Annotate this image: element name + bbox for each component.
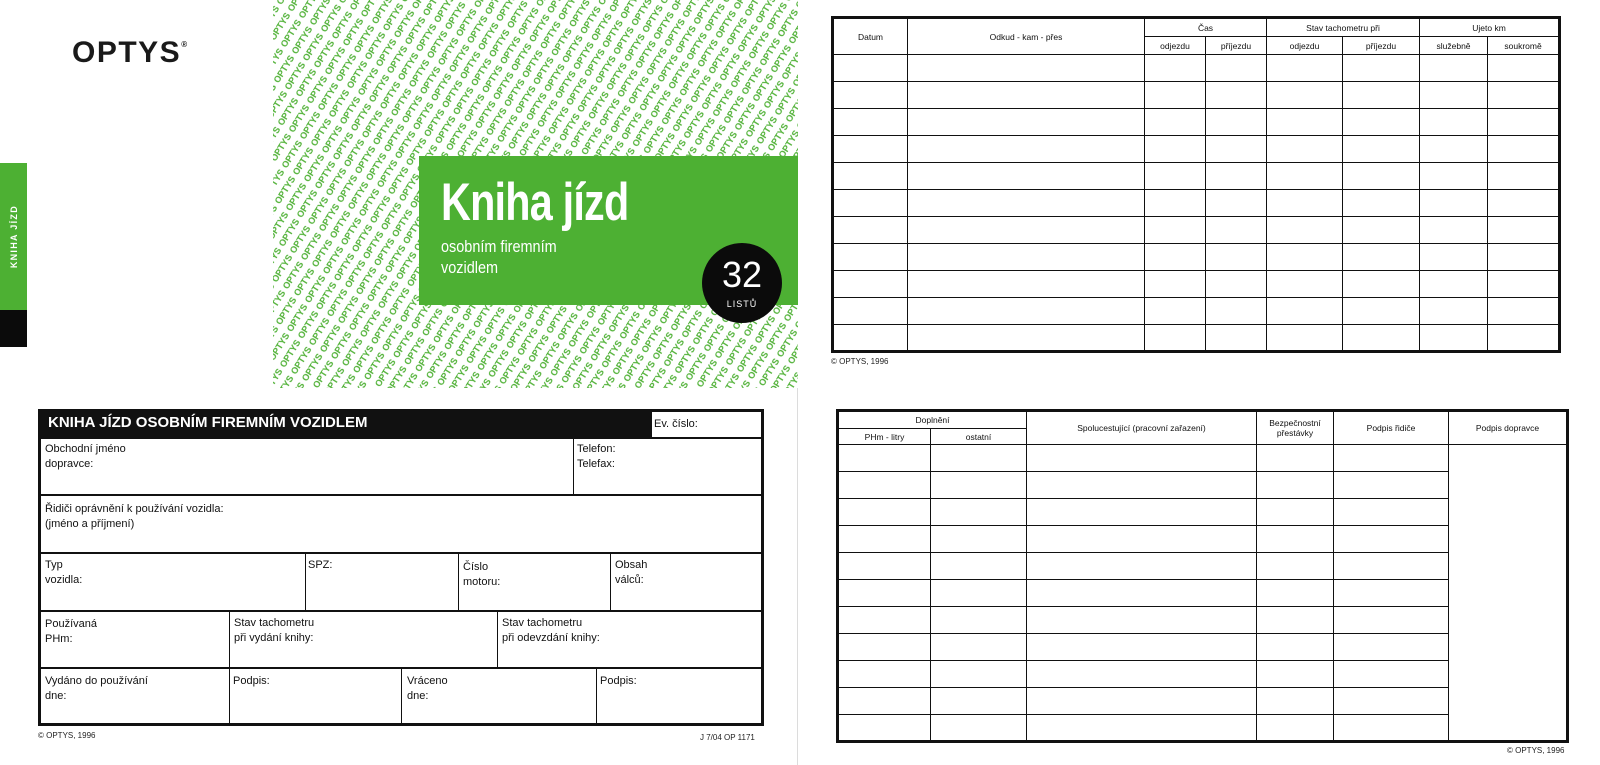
issue-signature-field[interactable]: Podpis: — [233, 675, 270, 687]
return-signature-field[interactable]: Podpis: — [600, 675, 637, 687]
table-cell[interactable] — [833, 55, 908, 82]
table-cell[interactable] — [1145, 109, 1206, 136]
sheet-count-badge — [702, 243, 782, 323]
table-cell[interactable] — [838, 472, 931, 499]
table-row — [833, 190, 1560, 217]
table-cell[interactable] — [931, 526, 1027, 553]
table-cell[interactable] — [1488, 244, 1560, 271]
table-cell[interactable] — [838, 634, 931, 661]
table-cell[interactable] — [1420, 55, 1488, 82]
table-cell[interactable] — [1257, 526, 1334, 553]
form-code: J 7/04 OP 1171 — [700, 733, 755, 742]
col-copassengers: Spolucestující (pracovní zařazení) — [1027, 411, 1257, 445]
table-row — [833, 55, 1560, 82]
phone-fax-field[interactable]: Telefon: Telefax: — [577, 443, 616, 470]
table-row — [833, 136, 1560, 163]
col-odo-departure: odjezdu — [1267, 37, 1343, 55]
cylinder-volume-field[interactable]: Obsah válců: — [615, 559, 648, 586]
table-cell[interactable] — [931, 634, 1027, 661]
table-cell[interactable] — [908, 190, 1145, 217]
table-cell[interactable] — [1027, 445, 1257, 472]
form-rule — [573, 438, 574, 495]
table-row — [838, 445, 1568, 472]
table-cell[interactable] — [908, 271, 1145, 298]
table-cell[interactable] — [1334, 607, 1449, 634]
table-cell[interactable] — [1257, 607, 1334, 634]
table-cell[interactable] — [1334, 472, 1449, 499]
table-cell[interactable] — [838, 580, 931, 607]
form-rule — [38, 494, 764, 496]
table-cell[interactable] — [1343, 136, 1420, 163]
table-cell[interactable] — [1027, 715, 1257, 742]
spine-dark-block — [0, 310, 27, 347]
table-cell[interactable] — [1334, 688, 1449, 715]
table-cell[interactable] — [1145, 271, 1206, 298]
col-safety-breaks: Bezpečnostní přestávky — [1257, 411, 1334, 445]
col-odo-arrival: příjezdu — [1343, 37, 1420, 55]
trip-log-copyright: © OPTYS, 1996 — [831, 357, 889, 366]
table-cell[interactable] — [1267, 325, 1343, 352]
table-cell[interactable] — [1420, 217, 1488, 244]
returned-date-field[interactable]: Vráceno dne: — [407, 675, 448, 702]
table-cell[interactable] — [1334, 553, 1449, 580]
table-cell[interactable] — [1334, 445, 1449, 472]
table-cell[interactable] — [1420, 136, 1488, 163]
table-cell[interactable] — [1206, 82, 1267, 109]
table-cell[interactable] — [1206, 271, 1267, 298]
table-cell[interactable] — [931, 553, 1027, 580]
table-cell[interactable] — [838, 526, 931, 553]
form-rule — [401, 668, 402, 725]
vehicle-type-field[interactable]: Typ vozidla: — [45, 559, 83, 586]
table-cell[interactable] — [1334, 661, 1449, 688]
table-cell[interactable] — [931, 445, 1027, 472]
table-row — [833, 217, 1560, 244]
table-cell[interactable] — [931, 499, 1027, 526]
form-rule — [229, 611, 230, 668]
table-cell[interactable] — [1420, 298, 1488, 325]
form-rule — [596, 668, 597, 725]
issued-date-field[interactable]: Vydáno do používání dne: — [45, 675, 148, 702]
table-cell[interactable] — [1420, 82, 1488, 109]
fuel-log-copyright: © OPTYS, 1996 — [1507, 746, 1565, 755]
table-cell[interactable] — [1206, 136, 1267, 163]
table-cell[interactable] — [1488, 325, 1560, 352]
table-cell[interactable] — [1257, 580, 1334, 607]
table-cell[interactable] — [1420, 244, 1488, 271]
table-cell[interactable] — [1343, 271, 1420, 298]
table-cell[interactable] — [1145, 244, 1206, 271]
form-rule — [610, 553, 611, 611]
table-cell[interactable] — [1257, 661, 1334, 688]
cover-subtitle: osobním firemním vozidlem — [441, 237, 557, 277]
table-cell[interactable] — [931, 715, 1027, 742]
table-cell[interactable] — [1343, 109, 1420, 136]
form-title: KNIHA JÍZD OSOBNÍM FIREMNÍM VOZIDLEM — [48, 414, 368, 431]
table-cell[interactable] — [1145, 55, 1206, 82]
col-route: Odkud - kam - přes — [908, 18, 1145, 55]
col-time: Čas — [1145, 18, 1267, 37]
table-cell[interactable] — [838, 445, 931, 472]
table-cell[interactable] — [1206, 109, 1267, 136]
table-cell[interactable] — [833, 109, 908, 136]
table-cell[interactable] — [838, 688, 931, 715]
table-cell[interactable] — [838, 607, 931, 634]
ev-number-label: Ev. číslo: — [654, 418, 698, 430]
table-cell[interactable] — [1420, 163, 1488, 190]
table-cell[interactable] — [931, 580, 1027, 607]
table-cell[interactable] — [1267, 298, 1343, 325]
table-cell[interactable] — [833, 271, 908, 298]
table-cell[interactable] — [931, 688, 1027, 715]
table-cell[interactable] — [1334, 715, 1449, 742]
table-cell[interactable] — [1488, 217, 1560, 244]
col-fuel-liters: PHm - litry — [838, 429, 931, 445]
col-dist-business: služebně — [1420, 37, 1488, 55]
sheet-count: 32 — [721, 254, 763, 295]
page-divider — [797, 388, 798, 765]
table-row — [833, 244, 1560, 271]
table-cell[interactable] — [908, 82, 1145, 109]
table-cell[interactable] — [1343, 298, 1420, 325]
table-cell[interactable] — [833, 244, 908, 271]
fuel-log-body — [838, 445, 1568, 742]
table-cell[interactable] — [1027, 553, 1257, 580]
col-time-departure: odjezdu — [1145, 37, 1206, 55]
table-cell[interactable] — [1343, 325, 1420, 352]
table-cell[interactable] — [1343, 163, 1420, 190]
table-cell[interactable] — [1145, 136, 1206, 163]
table-cell[interactable] — [1206, 325, 1267, 352]
table-cell[interactable] — [1267, 55, 1343, 82]
table-cell[interactable] — [1206, 163, 1267, 190]
table-cell[interactable] — [1334, 580, 1449, 607]
table-cell[interactable] — [1206, 298, 1267, 325]
table-cell[interactable] — [1267, 190, 1343, 217]
form-rule — [38, 437, 764, 439]
table-cell[interactable] — [1334, 499, 1449, 526]
table-cell[interactable] — [838, 499, 931, 526]
table-cell[interactable] — [833, 325, 908, 352]
table-cell[interactable] — [1206, 190, 1267, 217]
engine-number-field[interactable]: Číslo motoru: — [463, 561, 501, 588]
table-cell[interactable] — [1488, 82, 1560, 109]
table-cell[interactable] — [1257, 553, 1334, 580]
table-cell[interactable] — [1267, 271, 1343, 298]
odometer-issue-field[interactable]: Stav tachometru při vydání knihy: — [234, 617, 315, 644]
table-cell[interactable] — [1267, 136, 1343, 163]
table-cell[interactable] — [1027, 661, 1257, 688]
cover-title: Kniha jízd — [441, 173, 629, 232]
table-cell[interactable] — [1145, 190, 1206, 217]
table-cell[interactable] — [1206, 244, 1267, 271]
fuel-passenger-table — [836, 409, 1569, 743]
table-cell[interactable] — [1488, 109, 1560, 136]
table-cell[interactable] — [1488, 163, 1560, 190]
col-distance: Ujeto km — [1420, 18, 1560, 37]
table-cell[interactable] — [1267, 82, 1343, 109]
table-row — [833, 109, 1560, 136]
table-cell[interactable] — [1420, 109, 1488, 136]
spine-label: KNIHA JÍZD — [8, 204, 19, 269]
table-cell[interactable] — [1145, 163, 1206, 190]
col-carrier-signature: Podpis dopravce — [1449, 411, 1568, 445]
optys-logo: OPTYS® — [72, 36, 188, 69]
col-driver-signature: Podpis řidiče — [1334, 411, 1449, 445]
table-cell[interactable] — [1343, 217, 1420, 244]
form-rule — [497, 611, 498, 668]
table-cell[interactable] — [1027, 580, 1257, 607]
table-cell[interactable] — [1267, 217, 1343, 244]
col-odometer: Stav tachometru při — [1267, 18, 1420, 37]
table-cell[interactable] — [931, 472, 1027, 499]
plate-field[interactable]: SPZ: — [308, 559, 333, 571]
table-cell[interactable] — [931, 607, 1027, 634]
table-cell[interactable] — [1145, 325, 1206, 352]
table-cell[interactable] — [1027, 634, 1257, 661]
table-cell[interactable] — [908, 55, 1145, 82]
table-cell[interactable] — [1488, 298, 1560, 325]
table-cell[interactable] — [1267, 244, 1343, 271]
table-row — [833, 298, 1560, 325]
table-cell[interactable] — [1027, 472, 1257, 499]
col-dist-private: soukromě — [1488, 37, 1560, 55]
table-cell[interactable] — [838, 715, 931, 742]
table-cell[interactable] — [1145, 217, 1206, 244]
table-cell[interactable] — [1027, 526, 1257, 553]
table-cell[interactable] — [838, 553, 931, 580]
table-cell[interactable] — [1027, 688, 1257, 715]
table-cell[interactable] — [1420, 190, 1488, 217]
table-cell[interactable] — [833, 136, 908, 163]
table-cell[interactable] — [1343, 55, 1420, 82]
trip-log-body — [833, 55, 1560, 352]
trip-log-table — [831, 16, 1561, 353]
table-cell[interactable] — [1027, 499, 1257, 526]
form-copyright: © OPTYS, 1996 — [38, 731, 96, 740]
table-cell[interactable] — [1257, 445, 1334, 472]
table-cell[interactable] — [1257, 499, 1334, 526]
table-cell[interactable] — [1334, 634, 1449, 661]
table-cell[interactable] — [833, 217, 908, 244]
sheet-count-label: LISTŮ — [726, 299, 758, 309]
table-cell[interactable] — [908, 325, 1145, 352]
company-name-field[interactable]: Obchodní jméno dopravce: — [45, 443, 126, 470]
fuel-type-field[interactable]: Používaná PHm: — [45, 618, 97, 645]
col-date: Datum — [833, 18, 908, 55]
table-cell[interactable] — [1334, 526, 1449, 553]
table-cell[interactable] — [1267, 163, 1343, 190]
table-cell[interactable] — [1027, 607, 1257, 634]
table-cell[interactable] — [1145, 82, 1206, 109]
table-cell[interactable] — [1257, 688, 1334, 715]
table-cell[interactable] — [931, 661, 1027, 688]
table-cell[interactable] — [1267, 109, 1343, 136]
table-cell[interactable] — [1488, 190, 1560, 217]
form-rule — [305, 553, 306, 611]
table-cell[interactable] — [1343, 82, 1420, 109]
table-cell[interactable] — [908, 109, 1145, 136]
table-row — [833, 82, 1560, 109]
col-other: ostatní — [931, 429, 1027, 445]
table-cell[interactable] — [908, 217, 1145, 244]
carrier-signature-cell[interactable] — [1449, 445, 1568, 742]
table-cell[interactable] — [833, 190, 908, 217]
table-cell[interactable] — [1488, 271, 1560, 298]
table-cell[interactable] — [908, 298, 1145, 325]
table-cell[interactable] — [908, 244, 1145, 271]
table-cell[interactable] — [1257, 634, 1334, 661]
table-cell[interactable] — [1488, 136, 1560, 163]
col-time-arrival: příjezdu — [1206, 37, 1267, 55]
table-cell[interactable] — [833, 82, 908, 109]
col-refuel: Doplnění — [838, 411, 1027, 429]
table-row — [833, 325, 1560, 352]
table-cell[interactable] — [838, 661, 931, 688]
form-rule — [38, 610, 764, 612]
table-cell[interactable] — [1343, 244, 1420, 271]
table-cell[interactable] — [1420, 325, 1488, 352]
registered-mark: ® — [181, 40, 188, 49]
table-cell[interactable] — [1206, 55, 1267, 82]
form-rule — [38, 552, 764, 554]
table-cell[interactable] — [908, 163, 1145, 190]
table-cell[interactable] — [908, 136, 1145, 163]
table-cell[interactable] — [1420, 271, 1488, 298]
table-cell[interactable] — [1145, 298, 1206, 325]
table-cell[interactable] — [1488, 55, 1560, 82]
table-cell[interactable] — [833, 163, 908, 190]
authorized-drivers-field[interactable]: Řidiči oprávnění k používání vozidla: (jméno a příjmení) — [45, 503, 224, 530]
table-cell[interactable] — [1206, 217, 1267, 244]
table-row — [833, 163, 1560, 190]
table-cell[interactable] — [1343, 190, 1420, 217]
form-rule — [458, 553, 459, 611]
form-rule — [229, 668, 230, 725]
table-cell[interactable] — [833, 298, 908, 325]
table-cell[interactable] — [1257, 715, 1334, 742]
odometer-return-field[interactable]: Stav tachometru při odevzdání knihy: — [502, 617, 600, 644]
table-cell[interactable] — [1257, 472, 1334, 499]
table-row — [833, 271, 1560, 298]
